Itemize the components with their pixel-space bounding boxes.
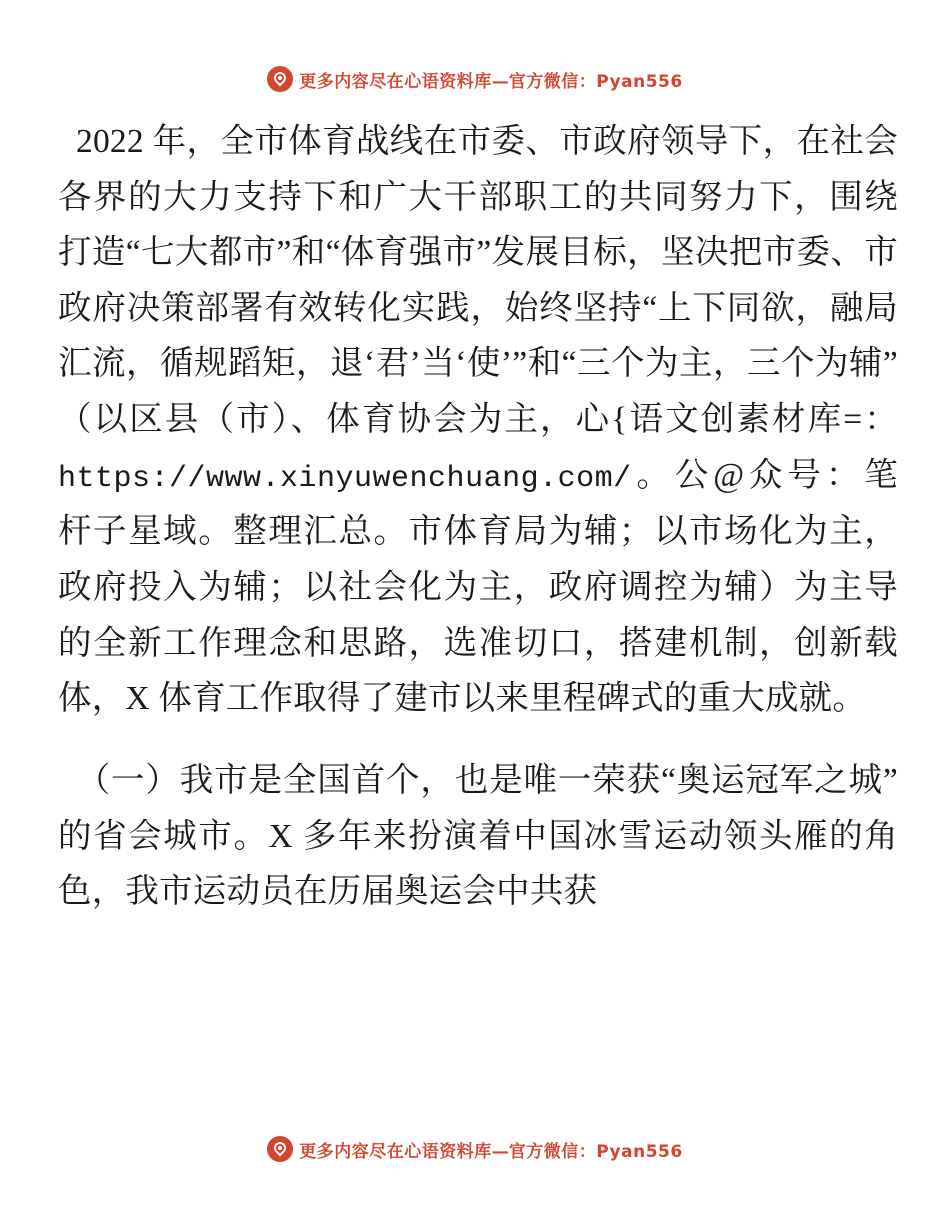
watermark-header-text: [299, 67, 682, 92]
xinyu-logo-icon: [267, 66, 293, 92]
paragraph-1-text: 2022 年，全市体育战线在市委、市政府领导下，在社会各界的大力支持下和广大干部职工的共同努力下，围绕打造“七大都市”和“体育强市”发展目标，坚决把市委、市政府决策部署有效转化实践，始终坚持“上下同欲，融局汇流，循规蹈矩，退‘君’当‘使’”和“三个为主，三个为辅”（以区县（市）、体育协会为主，心{语文创素材库=：: [58, 123, 898, 439]
watermark-account-label: 官方微信：: [508, 71, 597, 92]
paragraph-2: [58, 753, 898, 920]
watermark-account-id: Pyan556: [596, 71, 683, 92]
watermark-separator: —: [491, 71, 509, 92]
watermark-account-label-footer: 官方微信：: [508, 1141, 597, 1162]
paragraph-2-text: （一）我市是全国首个，也是唯一荣获“奥运冠军之城”的省会城市。X 多年来扮演着中国冰雪运动领头雁的角色，我市运动员在历届奥运会中共获: [58, 761, 898, 911]
watermark-main-text: 更多内容尽在心语资料库: [299, 71, 492, 92]
paragraph-1-continuation: 。公@众号：笔杆子星域。整理汇总。市体育局为辅；以市场化为主，政府投入为辅；以社会化为主，政府调控为辅）为主导的全新工作理念和思路，选准切口，搭建机制，创新载体，X 体育工作取得了建市以来里程碑式的重大成就。: [58, 456, 898, 718]
watermark-separator-footer: —: [491, 1141, 509, 1162]
watermark-main-text-footer: 更多内容尽在心语资料库: [299, 1141, 492, 1162]
watermark-footer: [0, 1136, 950, 1162]
watermark-header: [0, 66, 950, 92]
watermark-account-id-footer: Pyan556: [596, 1141, 683, 1162]
paragraph-1-url: https://www.xinyuwenchuang.com/: [58, 461, 632, 496]
paragraph-1: [58, 114, 898, 727]
xinyu-logo-icon-footer: [267, 1136, 293, 1162]
watermark-footer-text: [299, 1137, 682, 1162]
document-body: [58, 114, 898, 946]
